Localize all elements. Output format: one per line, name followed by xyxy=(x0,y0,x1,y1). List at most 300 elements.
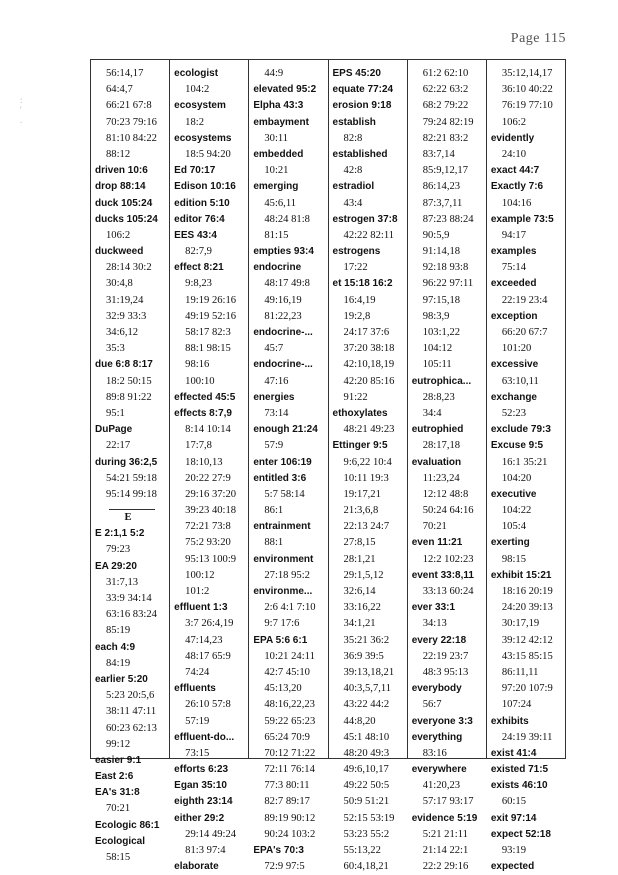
page-line-reference: 101:20 xyxy=(501,343,532,355)
page-line-reference: 83:16 xyxy=(422,747,447,759)
page-line-reference: 86:1 xyxy=(264,505,284,517)
index-term: E 2:1,1 5:2 xyxy=(95,528,145,540)
index-term: exchange xyxy=(490,391,537,403)
index-term: everybody xyxy=(411,683,462,695)
page-line-reference: 24:17 37:6 xyxy=(343,327,390,338)
page-line-reference: 17:22 xyxy=(343,262,368,274)
index-term: driven 10:6 xyxy=(95,165,148,177)
page-line-reference: 53:23 55:2 xyxy=(343,828,390,840)
page-line-reference: 91:22 xyxy=(343,391,368,403)
index-column xyxy=(90,60,169,863)
page-line-reference: 81:15 xyxy=(264,229,289,241)
page-line-reference: 42:22 82:11 xyxy=(343,229,395,241)
page-line-reference: 47:16 xyxy=(264,375,289,387)
page-line-reference: 82:8 xyxy=(343,132,363,144)
page-line-reference: 52:23 xyxy=(501,407,526,419)
page-line-reference: 21:3,6,8 xyxy=(343,505,379,517)
index-term: Egan 35:10 xyxy=(174,780,227,792)
index-term: equate 77:24 xyxy=(332,84,394,96)
page-line-reference: 106:2 xyxy=(501,116,526,128)
page-line-reference: 49:6,10,17 xyxy=(343,764,389,776)
page-line-reference: 42:7 45:10 xyxy=(264,666,310,678)
index-term: event 33:8,11 xyxy=(411,569,474,581)
page-line-reference: 44:9 xyxy=(264,68,284,79)
page-line-reference: 95:1 xyxy=(106,407,125,419)
page-line-reference: 83:7,14 xyxy=(422,148,455,160)
page-line-reference: 28:1,21 xyxy=(343,553,376,565)
index-term: Ecologic 86:1 xyxy=(95,819,160,831)
index-term: effect 8:21 xyxy=(174,262,224,274)
index-term: due 6:8 8:17 xyxy=(95,359,153,371)
page-line-reference: 16:1 35:21 xyxy=(501,456,548,468)
page-line-reference: 100:10 xyxy=(185,375,215,387)
page-line-reference: 86:14,23 xyxy=(422,181,461,193)
page-line-reference: 10:11 19:3 xyxy=(343,472,389,484)
page-line-reference: 48:20 49:3 xyxy=(343,747,390,759)
page-line-reference: 22:19 23:4 xyxy=(501,294,548,306)
page-line-reference: 60:23 62:13 xyxy=(106,722,157,734)
page-line-reference: 44:8,20 xyxy=(343,715,376,727)
index-term: EPA's 70:3 xyxy=(253,845,304,856)
page-line-reference: 18:2 50:15 xyxy=(106,375,152,387)
page-line-reference: 107:24 xyxy=(501,699,532,711)
page-line-reference: 42:8 xyxy=(343,165,363,177)
page-line-reference: 55:13,22 xyxy=(343,845,381,856)
page-line-reference: 22:19 23:7 xyxy=(422,650,469,662)
index-term: evidently xyxy=(490,132,535,144)
page-line-reference: 35:21 36:2 xyxy=(343,634,390,646)
index-term: duckweed xyxy=(95,246,144,258)
index-term: easier 9:1 xyxy=(95,754,142,766)
index-term: example 73:5 xyxy=(490,213,554,225)
page-line-reference: 84:19 xyxy=(106,657,131,669)
page-line-reference: 63:16 83:24 xyxy=(106,609,157,621)
page-line-reference: 21:14 22:1 xyxy=(422,845,469,856)
page-line-reference: 33:9 34:14 xyxy=(106,593,152,604)
index-term: evaluation xyxy=(411,456,462,468)
page-line-reference: 70:23 79:16 xyxy=(106,116,157,128)
index-term: exclude 79:3 xyxy=(490,424,551,436)
index-term: Edison 10:16 xyxy=(174,181,236,193)
page-line-reference: 24:19 39:11 xyxy=(501,731,553,743)
page-line-reference: 82:7 89:17 xyxy=(264,796,310,808)
page-line-reference: 50:24 64:16 xyxy=(422,505,474,517)
index-term: everyone 3:3 xyxy=(411,715,473,727)
page-line-reference: 105:4 xyxy=(501,521,526,533)
page-line-reference: 22:13 24:7 xyxy=(343,521,390,533)
page-line-reference: 36:9 39:5 xyxy=(343,650,384,662)
page-line-reference: 43:22 44:2 xyxy=(343,699,390,711)
margin-mark: . xyxy=(20,115,23,125)
page-line-reference: 30:11 xyxy=(264,132,289,144)
word-index-table xyxy=(90,59,566,873)
page-line-reference: 42:20 85:16 xyxy=(343,375,395,387)
page-line-reference: 47:14,23 xyxy=(185,634,223,646)
page-line-reference: 31:7,13 xyxy=(106,576,139,588)
page-line-reference: 9:6,22 10:4 xyxy=(343,456,392,468)
page-line-reference: 33:16,22 xyxy=(343,602,381,614)
page-line-reference: 98:15 xyxy=(501,553,526,565)
page-line-reference: 87:23 88:24 xyxy=(422,213,474,225)
page-line-reference: 43:15 85:15 xyxy=(501,650,553,662)
page-line-reference: 3:7 26:4,19 xyxy=(185,618,234,630)
page-line-reference: 22:17 xyxy=(106,440,131,452)
index-term: EA 29:20 xyxy=(95,560,137,572)
page-line-reference: 104:20 xyxy=(501,472,532,484)
page-line-reference: 70:21 xyxy=(422,521,447,533)
page-line-reference: 72:9 97:5 xyxy=(264,861,305,873)
page-line-reference: 54:21 59:18 xyxy=(106,472,157,484)
page-line-reference: 29:1,5,12 xyxy=(343,569,384,581)
margin-mark: ' xyxy=(20,105,22,115)
page-line-reference: 18:16 20:19 xyxy=(501,586,553,597)
page-line-reference: 52:15 53:19 xyxy=(343,812,395,824)
index-term: exist 41:4 xyxy=(490,747,537,759)
index-term: endocrine-... xyxy=(253,327,313,338)
page-line-reference: 79:23 xyxy=(106,544,131,556)
page-line-reference: 64:4,7 xyxy=(106,84,133,96)
page-line-reference: 9:8,23 xyxy=(185,278,212,290)
index-term: efforts 6:23 xyxy=(174,764,229,776)
page-line-reference: 42:10,18,19 xyxy=(343,359,395,371)
index-column xyxy=(169,60,248,873)
page-line-reference: 34:13 xyxy=(422,618,447,630)
page-line-reference: 104:2 xyxy=(185,84,210,96)
page-line-reference: 36:10 40:22 xyxy=(501,84,553,96)
page-line-reference: 70:12 71:22 xyxy=(264,747,316,759)
page-line-reference: 39:23 40:18 xyxy=(185,505,237,517)
page-line-reference: 104:16 xyxy=(501,197,532,209)
page-line-reference: 85:9,12,17 xyxy=(422,165,469,177)
index-term: entitled 3:6 xyxy=(253,472,307,484)
page-line-reference: 66:20 67:7 xyxy=(501,327,548,338)
page-line-reference: 18:10,13 xyxy=(185,456,223,468)
page-line-reference: 5:23 20:5,6 xyxy=(106,690,155,702)
index-term: erosion 9:18 xyxy=(332,100,392,112)
page-line-reference: 56:14,17 xyxy=(106,68,144,79)
index-term: exhibits xyxy=(490,715,529,727)
index-term: empties 93:4 xyxy=(253,246,314,258)
page-line-reference: 79:24 82:19 xyxy=(422,116,474,128)
page-line-reference: 45:1 48:10 xyxy=(343,731,390,743)
index-term: enter 106:19 xyxy=(253,456,312,468)
index-term: editor 76:4 xyxy=(174,213,225,225)
index-term: exerting xyxy=(490,537,530,549)
index-term: every 22:18 xyxy=(411,634,467,646)
index-term: everything xyxy=(411,731,463,743)
page-line-reference: 26:10 57:8 xyxy=(185,699,231,711)
index-term: ecologist xyxy=(174,68,219,79)
page-line-reference: 99:12 xyxy=(106,738,131,750)
index-term: duck 105:24 xyxy=(95,197,153,209)
index-term: exceeded xyxy=(490,278,537,290)
index-term: entrainment xyxy=(253,521,311,533)
index-term: EA's 31:8 xyxy=(95,787,140,799)
page-line-reference: 61:2 62:10 xyxy=(422,68,469,79)
page-line-reference: 57:9 xyxy=(264,440,284,452)
page-line-reference: 5:21 21:11 xyxy=(422,828,468,840)
page-line-reference: 98:16 xyxy=(185,359,210,371)
page-line-reference: 45:13,20 xyxy=(264,683,302,695)
page-line-reference: 104:12 xyxy=(422,343,453,355)
index-term: established xyxy=(332,148,388,160)
index-term: even 11:21 xyxy=(411,537,463,549)
page-line-reference: 77:3 80:11 xyxy=(264,780,310,792)
page-line-reference: 103:1,22 xyxy=(422,327,461,338)
page-line-reference: 35:3 xyxy=(106,343,125,355)
page-line-reference: 2:6 4:1 7:10 xyxy=(264,602,316,614)
page-line-reference: 81:3 97:4 xyxy=(185,845,226,856)
page-line-reference: 39:13,18,21 xyxy=(343,666,395,678)
page-line-reference: 34:6,12 xyxy=(106,327,139,338)
index-term: exists 46:10 xyxy=(490,780,548,792)
index-term: expect 52:18 xyxy=(490,828,551,840)
index-term: environme... xyxy=(253,586,313,597)
index-term: effluents xyxy=(174,683,216,695)
page-line-reference: 48:3 95:13 xyxy=(422,666,469,678)
page-line-reference: 98:3,9 xyxy=(422,310,450,322)
page-line-reference: 73:15 xyxy=(185,747,210,759)
margin-marks xyxy=(20,95,26,135)
page-line-reference: 19:19 26:16 xyxy=(185,294,237,306)
page-line-reference: 82:21 83:2 xyxy=(422,132,469,144)
page-line-reference: 27:18 95:2 xyxy=(264,569,310,581)
page-line-reference: 17:7,8 xyxy=(185,440,212,452)
page-line-reference: 88:1 98:15 xyxy=(185,343,231,355)
page-line-reference: 75:14 xyxy=(501,262,526,274)
page-line-reference: 29:16 37:20 xyxy=(185,488,237,500)
page-line-reference: 34:1,21 xyxy=(343,618,376,630)
page-line-reference: 68:2 79:22 xyxy=(422,100,469,112)
page-line-reference: 5:7 58:14 xyxy=(264,488,305,500)
index-term: enough 21:24 xyxy=(253,424,318,436)
page-line-reference: 88:12 xyxy=(106,148,131,160)
page-line-reference: 48:17 49:8 xyxy=(264,278,310,290)
page-line-reference: 72:21 73:8 xyxy=(185,521,231,533)
index-term: ducks 105:24 xyxy=(95,213,158,225)
index-column xyxy=(248,60,327,873)
index-term: exit 97:14 xyxy=(490,812,537,824)
page-line-reference: 27:8,15 xyxy=(343,537,376,549)
page-line-reference: 104:22 xyxy=(501,505,532,517)
page-line-reference: 49:22 50:5 xyxy=(343,780,390,792)
index-term: evidence 5:19 xyxy=(411,812,478,824)
page-line-reference: 60:15 xyxy=(501,796,526,808)
page-line-reference: 90:5,9 xyxy=(422,229,450,241)
margin-mark: : xyxy=(20,95,23,105)
index-term: during 36:2,5 xyxy=(95,456,158,468)
index-term: ethoxylates xyxy=(332,407,388,419)
page-line-reference: 93:19 xyxy=(501,845,526,856)
page-line-reference: 81:10 84:22 xyxy=(106,132,157,144)
page-line-reference: 16:4,19 xyxy=(343,294,376,306)
index-term: estrogens xyxy=(332,246,381,258)
page-line-reference: 59:22 65:23 xyxy=(264,715,316,727)
page-line-reference: 100:12 xyxy=(185,569,215,581)
index-column xyxy=(486,60,566,873)
page-line-reference: 97:20 107:9 xyxy=(501,683,553,695)
page-line-reference: 58:17 82:3 xyxy=(185,327,231,338)
page-line-reference: 10:21 xyxy=(264,165,289,177)
page-line-reference: 91:14,18 xyxy=(422,246,461,258)
page-line-reference: 56:7 xyxy=(422,699,442,711)
index-term: eutrophica... xyxy=(411,375,472,387)
index-term: eutrophied xyxy=(411,424,464,436)
index-term: exact 44:7 xyxy=(490,165,540,177)
index-term: excessive xyxy=(490,359,539,371)
index-term: earlier 5:20 xyxy=(95,673,148,685)
index-term: Elpha 43:3 xyxy=(253,100,304,112)
index-term: elaborate xyxy=(174,861,219,873)
page-line-reference: 12:2 102:23 xyxy=(422,553,474,565)
index-term: Ed 70:17 xyxy=(174,165,216,177)
index-term: East 2:6 xyxy=(95,771,134,783)
index-term: expected xyxy=(490,861,535,873)
index-term: executive xyxy=(490,488,537,500)
page-line-reference: 73:14 xyxy=(264,407,289,419)
page-line-reference: 28:17,18 xyxy=(422,440,461,452)
page-line-reference: 45:7 xyxy=(264,343,284,355)
index-term: Ettinger 9:5 xyxy=(332,440,388,452)
index-term: emerging xyxy=(253,181,299,193)
page-line-reference: 18:2 xyxy=(185,116,205,128)
page-line-reference: 57:19 xyxy=(185,715,210,727)
page-line-reference: 94:17 xyxy=(501,229,526,241)
page-line-reference: 30:4,8 xyxy=(106,278,133,290)
index-term: energies xyxy=(253,391,295,403)
index-term: each 4:9 xyxy=(95,641,136,653)
index-term: establish xyxy=(332,116,376,128)
page-line-reference: 88:1 xyxy=(264,537,284,549)
index-term: effluent-do... xyxy=(174,731,235,743)
index-term: eighth 23:14 xyxy=(174,796,233,808)
index-term: either 29:2 xyxy=(174,812,225,824)
index-term: EES 43:4 xyxy=(174,229,217,241)
index-term: examples xyxy=(490,246,537,258)
index-term: embedded xyxy=(253,148,304,160)
page-line-reference: 85:19 xyxy=(106,625,131,637)
index-term: everywhere xyxy=(411,764,467,776)
index-term: endocrine-... xyxy=(253,359,313,371)
page-line-reference: 70:21 xyxy=(106,803,131,815)
page-line-reference: 76:19 77:10 xyxy=(501,100,553,112)
index-term: drop 88:14 xyxy=(95,181,146,193)
page-line-reference: 92:18 93:8 xyxy=(422,262,469,274)
page-line-reference: 41:20,23 xyxy=(422,780,461,792)
page-line-reference: 39:12 42:12 xyxy=(501,634,553,646)
page-line-reference: 49:16,19 xyxy=(264,294,302,306)
page-line-reference: 65:24 70:9 xyxy=(264,731,310,743)
index-term: et 15:18 16:2 xyxy=(332,278,393,290)
page-line-reference: 9:7 17:6 xyxy=(264,618,300,630)
page-line-reference: 32:6,14 xyxy=(343,586,376,597)
index-term: environment xyxy=(253,553,314,565)
index-term: effects 8:7,9 xyxy=(174,407,232,419)
page-line-reference: 74:24 xyxy=(185,666,210,678)
section-letter: E xyxy=(124,512,132,524)
page-line-reference: 18:5 94:20 xyxy=(185,148,231,160)
index-term: ecosystem xyxy=(174,100,226,112)
index-column xyxy=(407,60,486,873)
page-line-reference: 105:11 xyxy=(422,359,452,371)
page-line-reference: 31:19,24 xyxy=(106,294,144,306)
page-line-reference: 19:17,21 xyxy=(343,488,381,500)
page-line-reference: 50:9 51:21 xyxy=(343,796,390,808)
page-line-reference: 24:20 39:13 xyxy=(501,602,553,614)
page-line-reference: 60:4,18,21 xyxy=(343,861,389,873)
page-line-reference: 97:15,18 xyxy=(422,294,461,306)
page-line-reference: 57:17 93:17 xyxy=(422,796,474,808)
index-term: DuPage xyxy=(95,424,133,436)
index-term: EPS 45:20 xyxy=(332,68,381,79)
page-line-reference: 48:21 49:23 xyxy=(343,424,395,436)
index-term: exhibit 15:21 xyxy=(490,569,552,581)
page-line-reference: 81:22,23 xyxy=(264,310,302,322)
page-line-reference: 10:21 24:11 xyxy=(264,650,315,662)
index-term: effluent 1:3 xyxy=(174,602,228,614)
index-term: exception xyxy=(490,310,538,322)
page-line-reference: 19:2,8 xyxy=(343,310,371,322)
index-term: ecosystems xyxy=(174,132,232,144)
page-line-reference: 20:22 27:9 xyxy=(185,472,231,484)
page-line-reference: 45:6,11 xyxy=(264,197,297,209)
page-line-reference: 37:20 38:18 xyxy=(343,343,395,355)
page-line-reference: 12:12 48:8 xyxy=(422,488,469,500)
page-line-reference: 96:22 97:11 xyxy=(422,278,474,290)
page-line-reference: 28:14 30:2 xyxy=(106,262,152,274)
page-line-reference: 8:14 10:14 xyxy=(185,424,231,436)
index-term: effected 45:5 xyxy=(174,391,236,403)
index-term: Exactly 7:6 xyxy=(490,181,544,193)
index-term: Excuse 9:5 xyxy=(490,440,544,452)
page-line-reference: 75:2 93:20 xyxy=(185,537,231,549)
page-line-reference: 33:13 60:24 xyxy=(422,586,474,597)
page-line-reference: 35:12,14,17 xyxy=(501,68,553,79)
page-line-reference: 95:14 99:18 xyxy=(106,488,157,500)
page-line-reference: 58:15 xyxy=(106,852,131,863)
index-term: existed 71:5 xyxy=(490,764,549,776)
index-term: embayment xyxy=(253,116,309,128)
index-term: edition 5:10 xyxy=(174,197,230,209)
page-line-reference: 43:4 xyxy=(343,197,363,209)
page-line-reference: 87:3,7,11 xyxy=(422,197,463,209)
page-line-reference: 29:14 49:24 xyxy=(185,828,237,840)
index-term: estradiol xyxy=(332,181,375,193)
page-line-reference: 62:22 63:2 xyxy=(422,84,469,96)
page-line-reference: 24:10 xyxy=(501,148,526,160)
index-term: estrogen 37:8 xyxy=(332,213,398,225)
page-line-reference: 86:11,11 xyxy=(501,666,539,678)
page-line-reference: 72:11 76:14 xyxy=(264,764,315,776)
page-line-reference: 32:9 33:3 xyxy=(106,310,147,322)
index-term: EPA 5:6 6:1 xyxy=(253,634,308,646)
page-line-reference: 90:24 103:2 xyxy=(264,828,316,840)
page-number: Page 115 xyxy=(510,31,566,46)
page-line-reference: 40:3,5,7,11 xyxy=(343,683,392,695)
index-column xyxy=(328,60,407,873)
page-line-reference: 48:17 65:9 xyxy=(185,650,231,662)
page-line-reference: 63:10,11 xyxy=(501,375,539,387)
page-line-reference: 11:23,24 xyxy=(422,472,460,484)
page-line-reference: 89:19 90:12 xyxy=(264,812,316,824)
page-line-reference: 101:2 xyxy=(185,586,210,597)
page-line-reference: 82:7,9 xyxy=(185,246,212,258)
index-term: elevated 95:2 xyxy=(253,84,317,96)
page-line-reference: 89:8 91:22 xyxy=(106,391,152,403)
index-term: Ecological xyxy=(95,835,146,847)
page-line-reference: 106:2 xyxy=(106,229,131,241)
page-line-reference: 48:24 81:8 xyxy=(264,213,310,225)
